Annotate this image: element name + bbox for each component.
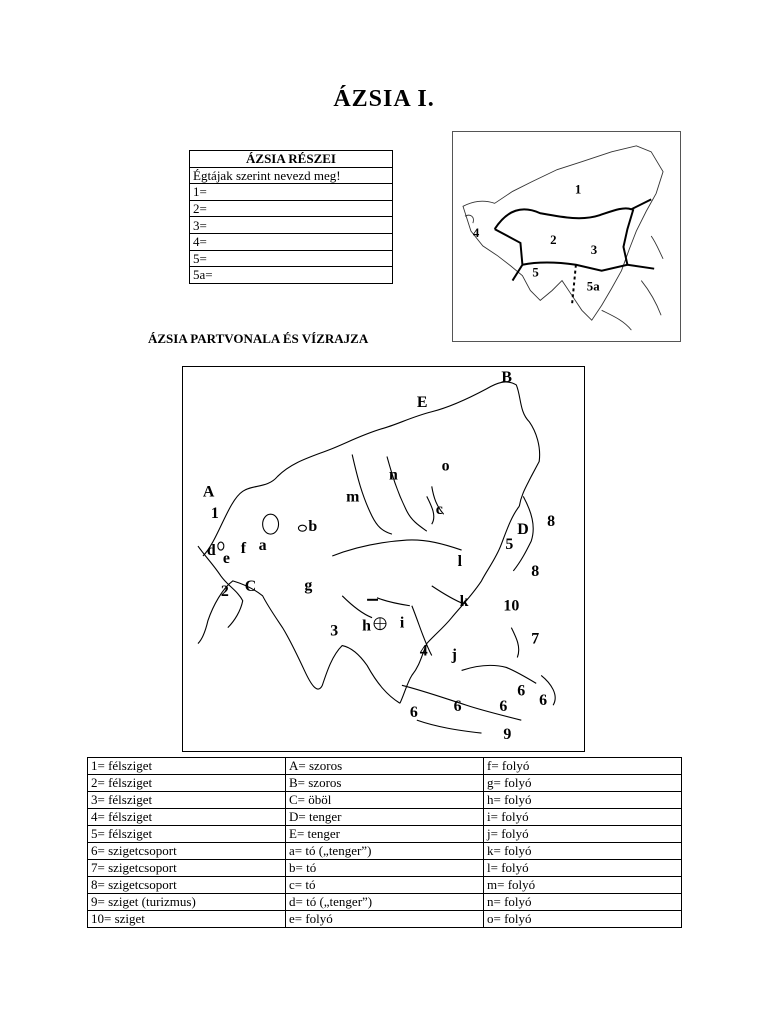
- map-label-d: d: [206, 542, 216, 560]
- region-label-2: 2: [550, 232, 557, 247]
- map-label-j: j: [451, 646, 457, 664]
- legend-cell: m= folyó: [484, 877, 682, 894]
- map-label-h: h: [362, 617, 371, 635]
- parts-row-1[interactable]: 1=: [190, 184, 393, 201]
- region-label-3: 3: [590, 242, 598, 257]
- legend-cell: a= tó („tenger”): [286, 843, 484, 860]
- legend-cell: B= szoros: [286, 775, 484, 792]
- parts-row-5[interactable]: 5=: [190, 250, 393, 267]
- legend-cell: e= folyó: [286, 911, 484, 928]
- map-label-g: g: [304, 576, 313, 594]
- map-label-6a: 6: [409, 704, 418, 722]
- map-label-8a: 8: [547, 513, 556, 531]
- map-label-A: A: [202, 483, 215, 501]
- map-label-3: 3: [330, 622, 339, 640]
- map-label-a: a: [258, 537, 267, 555]
- region-label-5a: 5a: [586, 279, 600, 294]
- legend-row: [88, 775, 682, 792]
- legend-cell: 9= sziget (turizmus): [88, 894, 286, 911]
- map-label-c: c: [435, 501, 443, 519]
- map-label-B: B: [501, 368, 512, 386]
- legend-row: [88, 826, 682, 843]
- legend-row: [88, 877, 682, 894]
- map-label-k: k: [459, 592, 469, 610]
- map-label-C: C: [244, 577, 257, 595]
- map-label-e: e: [222, 549, 230, 567]
- legend-cell: A= szoros: [286, 758, 484, 775]
- map-label-2: 2: [220, 582, 229, 600]
- parts-row-2[interactable]: 2=: [190, 200, 393, 217]
- section-title: ÁZSIA PARTVONALA ÉS VÍZRAJZA: [148, 331, 369, 346]
- legend-cell: 8= szigetcsoport: [88, 877, 286, 894]
- parts-row-3[interactable]: 3=: [190, 217, 393, 234]
- region-label-4: 4: [472, 225, 480, 240]
- map-label-9: 9: [503, 726, 512, 744]
- legend-cell: h= folyó: [484, 792, 682, 809]
- map-label-6c: 6: [499, 698, 508, 716]
- map-label-l: l: [457, 552, 463, 570]
- legend-cell: n= folyó: [484, 894, 682, 911]
- legend-row: [88, 809, 682, 826]
- page-title: ÁZSIA I.: [333, 86, 435, 112]
- map-label-5: 5: [505, 536, 514, 554]
- legend-cell: 3= félsziget: [88, 792, 286, 809]
- legend-cell: E= tenger: [286, 826, 484, 843]
- map-label-1: 1: [210, 505, 219, 523]
- legend-cell: j= folyó: [484, 826, 682, 843]
- map-label-E: E: [416, 393, 428, 411]
- map-label-8b: 8: [531, 562, 540, 580]
- legend-cell: 10= sziget: [88, 911, 286, 928]
- legend-cell: 7= szigetcsoport: [88, 860, 286, 877]
- legend-cell: l= folyó: [484, 860, 682, 877]
- legend-row: [88, 843, 682, 860]
- legend-cell: c= tó: [286, 877, 484, 894]
- map-label-m: m: [346, 488, 360, 506]
- legend-cell: k= folyó: [484, 843, 682, 860]
- parts-row-4[interactable]: 4=: [190, 233, 393, 250]
- legend-row: [88, 758, 682, 775]
- legend-cell: d= tó („tenger”): [286, 894, 484, 911]
- map-label-6d: 6: [517, 682, 526, 700]
- legend-row: [88, 792, 682, 809]
- parts-table-header: ÁZSIA RÉSZEI: [190, 151, 393, 168]
- map-label-6e: 6: [539, 692, 548, 710]
- legend-row: [88, 911, 682, 928]
- legend-cell: 2= félsziget: [88, 775, 286, 792]
- legend-row: [88, 860, 682, 877]
- map-label-b: b: [308, 518, 318, 536]
- legend-cell: 1= félsziget: [88, 758, 286, 775]
- legend-cell: o= folyó: [484, 911, 682, 928]
- legend-cell: D= tenger: [286, 809, 484, 826]
- map-label-D: D: [517, 521, 529, 539]
- map-label-f: f: [240, 540, 247, 558]
- region-label-1: 1: [574, 182, 582, 197]
- map-label-10: 10: [503, 597, 520, 615]
- legend-cell: f= folyó: [484, 758, 682, 775]
- map-label-n: n: [388, 466, 398, 484]
- legend-cell: i= folyó: [484, 809, 682, 826]
- parts-table-instruction: Égtájak szerint nevezd meg!: [190, 167, 393, 184]
- legend-cell: g= folyó: [484, 775, 682, 792]
- asia-parts-table: [189, 150, 393, 284]
- map-label-4: 4: [419, 642, 428, 660]
- parts-row-5a[interactable]: 5a=: [190, 267, 393, 284]
- map-label-o: o: [441, 457, 450, 475]
- map-label-7: 7: [531, 630, 540, 648]
- legend-cell: b= tó: [286, 860, 484, 877]
- region-label-5: 5: [532, 265, 539, 280]
- legend-cell: C= öböl: [286, 792, 484, 809]
- asia-regions-map: [452, 131, 681, 342]
- map-label-6b: 6: [453, 698, 462, 716]
- legend-cell: 5= félsziget: [88, 826, 286, 843]
- legend-cell: 6= szigetcsoport: [88, 843, 286, 860]
- legend-row: [88, 894, 682, 911]
- legend-table: [87, 757, 682, 928]
- legend-cell: 4= félsziget: [88, 809, 286, 826]
- map-label-i: i: [399, 614, 405, 632]
- asia-coastline-map: [182, 366, 585, 752]
